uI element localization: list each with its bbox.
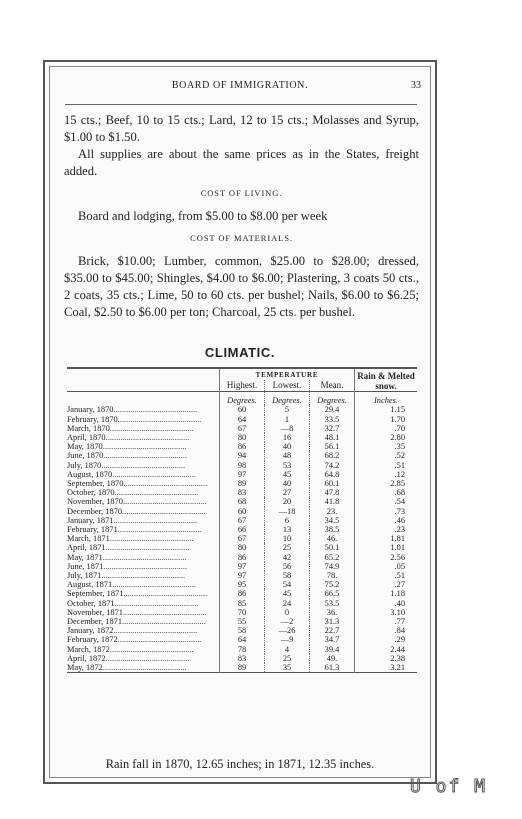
table-row [67, 497, 417, 506]
mean-cell: 23. [310, 507, 355, 516]
rain-cell: 2.56 [355, 553, 418, 562]
rain-cell: 2.80 [355, 433, 418, 442]
mean-cell: 46. [310, 534, 355, 543]
mean-cell: 29.4 [310, 405, 355, 414]
lowest-cell: 48 [265, 451, 310, 460]
rain-cell: .35 [355, 442, 418, 451]
dot-leader: ........................................ [123, 589, 208, 599]
highest-cell: 78 [220, 645, 265, 654]
month-label: March, 1872 [67, 644, 110, 654]
lowest-cell: 53 [265, 461, 310, 470]
lowest-cell: 45 [265, 589, 310, 598]
lowest-cell: 4 [265, 645, 310, 654]
highest-cell: 97 [220, 562, 265, 571]
highest-cell: 83 [220, 654, 265, 663]
month-cell [67, 405, 220, 414]
mean-cell: 49. [310, 654, 355, 663]
highest-cell: 86 [220, 442, 265, 451]
highest-column-header: Highest. [220, 380, 265, 392]
month-label: November, 1870 [67, 497, 123, 507]
month-label: October, 1870 [67, 488, 115, 498]
rain-cell: .05 [355, 562, 418, 571]
climate-table [67, 367, 417, 673]
mean-cell: 74.2 [310, 461, 355, 470]
dot-leader: ........................................ [112, 469, 196, 479]
lowest-cell: 5 [265, 405, 310, 414]
dot-leader: ........................................ [101, 571, 186, 581]
mean-cell: 31.3 [310, 617, 355, 626]
highest-cell: 67 [220, 516, 265, 525]
month-label: August, 1871 [67, 580, 113, 590]
month-cell [67, 654, 220, 663]
month-label: August, 1870 [67, 469, 113, 479]
highest-cell: 83 [220, 488, 265, 497]
dot-leader: ........................................ [114, 598, 199, 608]
dot-leader: ........................................ [105, 433, 190, 443]
month-cell [67, 442, 220, 451]
dot-leader: ........................................ [123, 479, 208, 489]
table-row [67, 571, 417, 580]
table-row [67, 442, 417, 451]
lowest-cell: 0 [265, 608, 310, 617]
month-cell [67, 543, 220, 552]
lowest-cell: 25 [265, 654, 310, 663]
highest-cell: 60 [220, 507, 265, 516]
highest-cell: 64 [220, 415, 265, 424]
month-cell [67, 461, 220, 470]
rain-column-header: Rain & Melted snow. [355, 368, 418, 392]
mean-cell: 56.1 [310, 442, 355, 451]
header-rule [65, 104, 417, 105]
month-cell [67, 415, 220, 424]
rain-cell: 1.70 [355, 415, 418, 424]
temperature-group-header: TEMPERATURE [220, 368, 355, 380]
table-row [67, 507, 417, 516]
table-row [67, 525, 417, 534]
lowest-cell: —18 [265, 507, 310, 516]
table-row [67, 461, 417, 470]
lowest-cell: —2 [265, 617, 310, 626]
dot-leader: ........................................ [113, 626, 198, 636]
lowest-cell: 16 [265, 433, 310, 442]
month-cell [67, 433, 220, 442]
mean-cell: 61.3 [310, 663, 355, 673]
dot-leader: ........................................ [105, 543, 190, 553]
month-label: December, 1870 [67, 506, 123, 516]
mean-cell: 34.7 [310, 635, 355, 644]
degrees-unit: Degrees. [220, 392, 265, 406]
highest-cell: 94 [220, 451, 265, 460]
month-label: May, 1872 [67, 663, 103, 673]
month-label: May, 1870 [67, 442, 103, 452]
highest-cell: 86 [220, 553, 265, 562]
mean-column-header: Mean. [310, 380, 355, 392]
highest-cell: 95 [220, 580, 265, 589]
paragraph-prices: 15 cts.; Beef, 10 to 15 cts.; Lard, 12 to 15 cts.; Molasses and Syrup, $1.00 to $1.50. [64, 113, 419, 144]
rain-cell: .51 [355, 461, 418, 470]
lowest-cell: 20 [265, 497, 310, 506]
table-row [67, 470, 417, 479]
rain-cell: .46 [355, 516, 418, 525]
library-stamp: U of M [410, 776, 488, 797]
table-row [67, 488, 417, 497]
table-row [67, 433, 417, 442]
lowest-cell: 25 [265, 543, 310, 552]
month-label: January, 1870 [67, 405, 114, 415]
dot-leader: ........................................ [109, 644, 194, 654]
month-cell [67, 479, 220, 488]
month-label: February, 1870 [67, 414, 118, 424]
table-row [67, 599, 417, 608]
dot-leader: ........................................ [109, 534, 194, 544]
month-label: April, 1872 [67, 653, 106, 663]
lowest-cell: 45 [265, 470, 310, 479]
month-label: June, 1871 [67, 561, 104, 571]
table-row [67, 562, 417, 571]
month-cell [67, 534, 220, 543]
dot-leader: ........................................ [122, 497, 207, 507]
dot-leader: ........................................ [117, 635, 202, 645]
month-cell [67, 617, 220, 626]
month-cell [67, 608, 220, 617]
month-label: July, 1871 [67, 571, 102, 581]
table-row [67, 580, 417, 589]
month-cell [67, 580, 220, 589]
mean-cell: 32.7 [310, 424, 355, 433]
month-cell [67, 589, 220, 598]
dot-leader: ........................................ [122, 506, 206, 516]
dot-leader: ........................................ [103, 451, 188, 461]
mean-cell: 48.1 [310, 433, 355, 442]
highest-cell: 58 [220, 626, 265, 635]
month-cell [67, 507, 220, 516]
mean-cell: 65.2 [310, 553, 355, 562]
climate-table-body [67, 405, 417, 673]
rain-cell: .68 [355, 488, 418, 497]
month-label: September, 1871 [67, 589, 124, 599]
lowest-cell: 40 [265, 479, 310, 488]
highest-cell: 67 [220, 534, 265, 543]
lowest-cell: 10 [265, 534, 310, 543]
mean-cell: 36. [310, 608, 355, 617]
cost-of-living-heading: COST OF LIVING. [200, 188, 283, 198]
mean-cell: 39.4 [310, 645, 355, 654]
lowest-cell: 1 [265, 415, 310, 424]
degrees-unit: Degrees. [265, 392, 310, 406]
month-label: January, 1872 [67, 626, 114, 636]
page-number: 33 [411, 80, 421, 91]
month-cell [67, 599, 220, 608]
table-row [67, 617, 417, 626]
dot-leader: ........................................ [102, 442, 187, 452]
lowest-cell: 13 [265, 525, 310, 534]
month-cell [67, 635, 220, 644]
highest-cell: 60 [220, 405, 265, 414]
mean-cell: 47.8 [310, 488, 355, 497]
dot-leader: ........................................ [105, 653, 190, 663]
lowest-cell: 6 [265, 516, 310, 525]
mean-cell: 68.2 [310, 451, 355, 460]
lowest-cell: 40 [265, 442, 310, 451]
lowest-cell: 54 [265, 580, 310, 589]
lowest-cell: 35 [265, 663, 310, 673]
rain-cell: 1.81 [355, 534, 418, 543]
dot-leader: ........................................ [113, 405, 198, 415]
rain-cell: 3.10 [355, 608, 418, 617]
units-row [67, 392, 417, 406]
highest-cell: 55 [220, 617, 265, 626]
dot-leader: ........................................ [114, 488, 199, 498]
dot-leader: ........................................ [122, 617, 206, 627]
highest-cell: 66 [220, 525, 265, 534]
table-row [67, 543, 417, 552]
month-label: June, 1870 [67, 451, 104, 461]
highest-cell: 80 [220, 433, 265, 442]
dot-leader: ........................................ [122, 607, 207, 617]
table-bottom-rule [67, 673, 417, 674]
table-row [67, 635, 417, 644]
month-label: November, 1871 [67, 607, 123, 617]
highest-cell: 89 [220, 479, 265, 488]
mean-cell: 53.5 [310, 599, 355, 608]
mean-cell: 50.1 [310, 543, 355, 552]
lowest-cell: —26 [265, 626, 310, 635]
dot-leader: ........................................ [112, 580, 196, 590]
month-cell [67, 516, 220, 525]
lowest-cell: 58 [265, 571, 310, 580]
mean-cell: 64.8 [310, 470, 355, 479]
highest-cell: 98 [220, 461, 265, 470]
highest-cell: 64 [220, 635, 265, 644]
table-row [67, 415, 417, 424]
highest-cell: 70 [220, 608, 265, 617]
highest-cell: 89 [220, 663, 265, 673]
table-row [67, 608, 417, 617]
month-label: May, 1871 [67, 552, 103, 562]
table-row [67, 424, 417, 433]
dot-leader: ........................................ [117, 414, 202, 424]
mean-cell: 75.2 [310, 580, 355, 589]
cost-of-materials-heading: COST OF MATERIALS. [190, 233, 293, 243]
month-cell [67, 626, 220, 635]
month-label: July, 1870 [67, 460, 102, 470]
lowest-cell: 42 [265, 553, 310, 562]
running-title: BOARD OF IMMIGRATION. [171, 80, 309, 91]
rain-cell: .23 [355, 525, 418, 534]
table-row [67, 451, 417, 460]
table-row [67, 589, 417, 598]
mean-cell: 38.5 [310, 525, 355, 534]
month-label: January, 1871 [67, 515, 114, 525]
paragraph-board-lodging: Board and lodging, from $5.00 to $8.00 per week [78, 209, 328, 223]
degrees-unit: Degrees. [310, 392, 355, 406]
rain-cell: 1.01 [355, 543, 418, 552]
month-cell [67, 571, 220, 580]
month-label: March, 1870 [67, 423, 110, 433]
table-row [67, 553, 417, 562]
climatic-heading: CLIMATIC. [204, 345, 276, 360]
month-cell [67, 470, 220, 479]
lowest-cell: —8 [265, 424, 310, 433]
rain-cell: .54 [355, 497, 418, 506]
mean-cell: 74.9 [310, 562, 355, 571]
highest-cell: 97 [220, 571, 265, 580]
lowest-cell: 24 [265, 599, 310, 608]
month-label: February, 1872 [67, 635, 118, 645]
table-row [67, 663, 417, 673]
mean-cell: 41.8 [310, 497, 355, 506]
highest-cell: 80 [220, 543, 265, 552]
dot-leader: ........................................ [103, 561, 188, 571]
month-label: December, 1871 [67, 617, 123, 627]
rain-cell: .27 [355, 580, 418, 589]
dot-leader: ........................................ [113, 515, 198, 525]
table-row [67, 626, 417, 635]
highest-cell: 85 [220, 599, 265, 608]
rain-cell: 3.21 [355, 663, 418, 673]
dot-leader: ........................................ [102, 663, 187, 673]
mean-cell: 34.5 [310, 516, 355, 525]
page-header [45, 80, 435, 94]
month-label: April, 1871 [67, 543, 106, 553]
dot-leader: ........................................ [117, 525, 202, 535]
highest-cell: 67 [220, 424, 265, 433]
lowest-cell: 56 [265, 562, 310, 571]
mean-cell: 22.7 [310, 626, 355, 635]
month-label: February, 1871 [67, 525, 118, 535]
rainfall-note: Rain fall in 1870, 12.65 inches; in 1871, 12.35 inches. [105, 757, 375, 771]
month-cell [67, 424, 220, 433]
book-page [43, 60, 437, 784]
lowest-cell: —9 [265, 635, 310, 644]
month-cell [67, 451, 220, 460]
mean-cell: 60.1 [310, 479, 355, 488]
month-label: April, 1870 [67, 433, 106, 443]
rain-cell: .51 [355, 571, 418, 580]
month-cell [67, 497, 220, 506]
month-cell [67, 562, 220, 571]
highest-cell: 97 [220, 470, 265, 479]
rain-cell: .52 [355, 451, 418, 460]
rain-cell: .70 [355, 424, 418, 433]
rain-cell: 1.15 [355, 405, 418, 414]
rain-cell: .77 [355, 617, 418, 626]
mean-cell: 66.5 [310, 589, 355, 598]
lowest-cell: 27 [265, 488, 310, 497]
rain-cell: .29 [355, 635, 418, 644]
table-row [67, 645, 417, 654]
table-row [67, 405, 417, 414]
rain-cell: 2.85 [355, 479, 418, 488]
dot-leader: ........................................ [102, 552, 187, 562]
mean-cell: 78. [310, 571, 355, 580]
month-cell [67, 525, 220, 534]
paragraph-materials: Brick, $10.00; Lumber, common, $25.00 to $28.00; dressed, $35.00 to $45.00; Shingles, $4.00 to $6.00; Plastering, 3 coats 50 cts., 2 coats, 35 cts.; Lime, 50 to 60 cts. per bushel; Nails, $6.00 to $6.25; Coal, $2.50 to $6.00 per ton; Charcoal, 25 cts. per bushel. [64, 254, 419, 319]
month-label: October, 1871 [67, 598, 115, 608]
month-cell [67, 553, 220, 562]
rain-cell: .84 [355, 626, 418, 635]
paragraph-supplies: All supplies are about the same prices as in the States, freight added. [64, 147, 419, 178]
rain-cell: 1.18 [355, 589, 418, 598]
lowest-column-header: Lowest. [265, 380, 310, 392]
table-row [67, 516, 417, 525]
rain-cell: .12 [355, 470, 418, 479]
highest-cell: 68 [220, 497, 265, 506]
month-cell [67, 645, 220, 654]
rain-cell: .73 [355, 507, 418, 516]
body-text [64, 112, 419, 321]
rain-cell: 2.44 [355, 645, 418, 654]
highest-cell: 86 [220, 589, 265, 598]
month-label: March, 1871 [67, 534, 110, 544]
table-row [67, 534, 417, 543]
table-row [67, 479, 417, 488]
table-row [67, 654, 417, 663]
month-column-header [67, 368, 220, 392]
rain-cell: .40 [355, 599, 418, 608]
month-cell [67, 488, 220, 497]
month-label: September, 1870 [67, 479, 124, 489]
month-cell [67, 663, 220, 673]
dot-leader: ........................................ [109, 423, 194, 433]
dot-leader: ........................................ [101, 460, 186, 470]
rain-cell: 2.38 [355, 654, 418, 663]
mean-cell: 33.5 [310, 415, 355, 424]
inches-unit: Inches. [355, 392, 418, 406]
